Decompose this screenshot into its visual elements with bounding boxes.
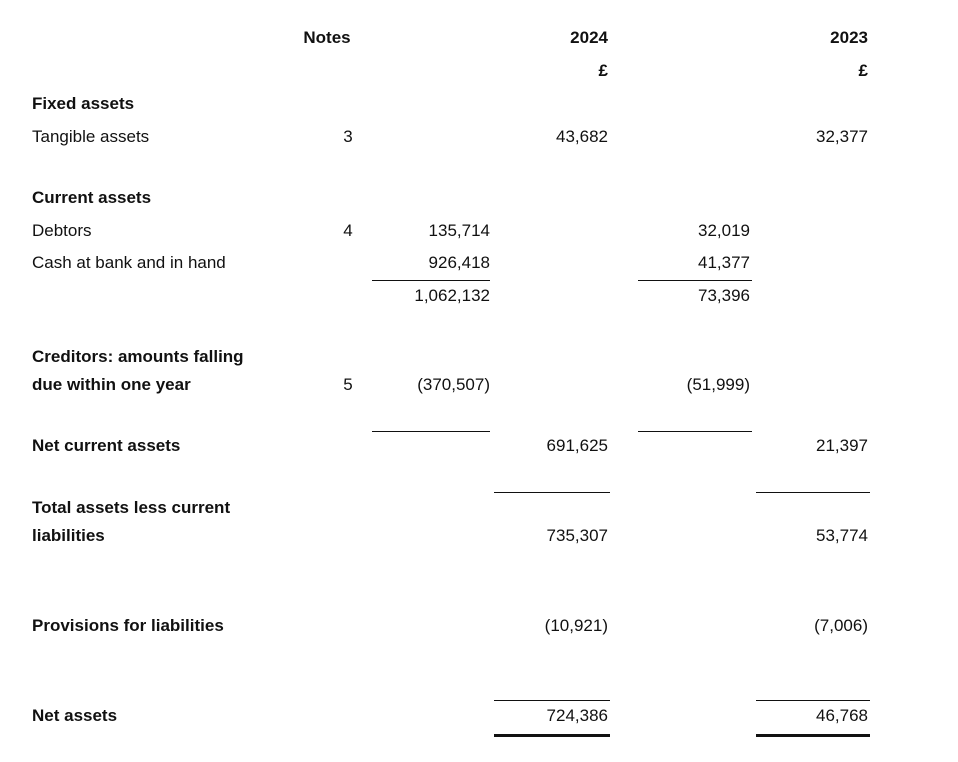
net-current-assets-2023: 21,397 (816, 436, 868, 455)
notes-column-header: Notes (303, 28, 351, 47)
creditors-heading-line2: due within one year (32, 375, 191, 394)
tangible-assets-label: Tangible assets (32, 127, 150, 146)
tangible-assets-2023: 32,377 (816, 127, 868, 146)
prior-year-header: 2023 (830, 28, 868, 47)
total-assets-2024: 735,307 (546, 526, 608, 545)
total-assets-2023: 53,774 (816, 526, 868, 545)
net-assets-bottom-rule-2024 (494, 734, 610, 737)
total-assets-label-line1: Total assets less current (32, 498, 231, 517)
creditors-note: 5 (343, 375, 353, 394)
current-year-header: 2024 (570, 28, 608, 47)
tangible-assets-note: 3 (343, 127, 353, 146)
current-assets-subtotal-2023: 73,396 (698, 286, 750, 305)
debtors-2023: 32,019 (698, 221, 750, 240)
net-current-assets-rule-2024 (494, 492, 610, 493)
current-assets-subtotal-2024: 1,062,132 (414, 286, 490, 305)
tangible-assets-2024: 43,682 (556, 127, 608, 146)
cash-label: Cash at bank and in hand (32, 253, 226, 272)
creditors-rule-2023 (638, 431, 752, 432)
provisions-2024: (10,921) (544, 616, 608, 635)
provisions-2023: (7,006) (814, 616, 868, 635)
fixed-assets-heading: Fixed assets (32, 94, 135, 113)
creditors-2024: (370,507) (417, 375, 490, 394)
prior-currency-label: £ (858, 61, 868, 80)
current-assets-subtotal-rule-2024 (372, 280, 490, 281)
creditors-rule-2024 (372, 431, 490, 432)
net-assets-label: Net assets (32, 706, 118, 725)
creditors-2023: (51,999) (686, 375, 750, 394)
net-current-assets-2024: 691,625 (546, 436, 608, 455)
net-assets-bottom-rule-2023 (756, 734, 870, 737)
net-current-assets-label: Net current assets (32, 436, 181, 455)
current-currency-label: £ (598, 61, 608, 80)
debtors-label: Debtors (32, 221, 92, 240)
cash-2024: 926,418 (428, 253, 490, 272)
net-assets-top-rule-2024 (494, 700, 610, 701)
net-assets-2023: 46,768 (816, 706, 868, 725)
creditors-heading-line1: Creditors: amounts falling (32, 347, 244, 366)
cash-2023: 41,377 (698, 253, 750, 272)
debtors-note: 4 (343, 221, 353, 240)
provisions-label: Provisions for liabilities (32, 616, 224, 635)
total-assets-label-line2: liabilities (32, 526, 105, 545)
net-assets-2024: 724,386 (546, 706, 608, 725)
current-assets-subtotal-rule-2023 (638, 280, 752, 281)
debtors-2024: 135,714 (428, 221, 490, 240)
net-current-assets-rule-2023 (756, 492, 870, 493)
net-assets-top-rule-2023 (756, 700, 870, 701)
current-assets-heading: Current assets (32, 188, 152, 207)
